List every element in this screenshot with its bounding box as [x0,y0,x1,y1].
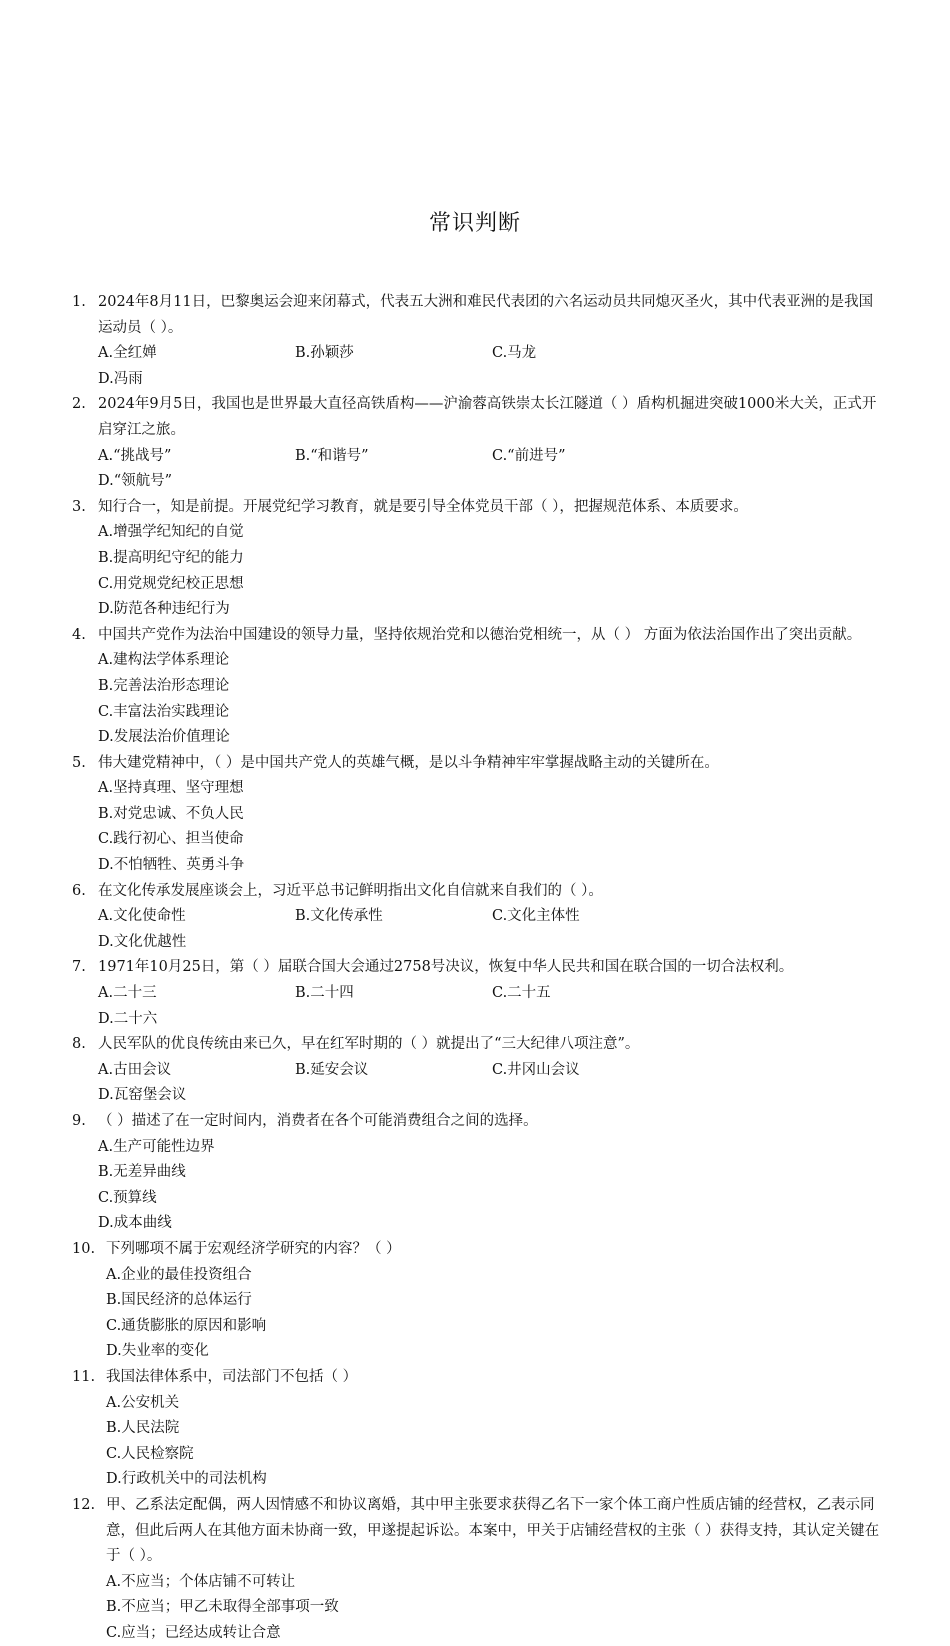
question-8 [72,1032,882,1109]
option-b: B.孙颖莎 [295,345,354,362]
question-9 [72,1109,882,1237]
option-c: C.丰富法治实践理论 [98,703,230,720]
question-6 [72,879,882,956]
option-c: C.二十五 [492,985,551,1002]
question-number: 1. [72,294,86,310]
option-a: A.不应当；个体店铺不可转让 [106,1573,296,1590]
option-c: C.井冈山会议 [492,1061,580,1078]
page-title: 常识判断 [428,211,521,236]
option-c: C.预算线 [98,1189,157,1206]
option-d: D.行政机关中的司法机构 [106,1471,267,1488]
question-3 [72,495,882,623]
question-stem: 甲、乙系法定配偶，两人因情感不和协议离婚，其中甲主张要求获得乙名下一家个体工商户性质店铺的经营权，乙表示同意，但此后两人在其他方面未协商一致，甲遂提起诉讼。本案中，甲关于店铺经营权的主张（ ）获得支持，其认定关键在于（ ）。 [106,1496,880,1565]
question-stem: 在文化传承发展座谈会上，习近平总书记鲜明指出文化自信就来自我们的（ ）。 [98,882,603,899]
option-a: A.文化使命性 [98,908,186,925]
question-number: 4. [72,626,86,643]
question-11 [72,1365,882,1493]
option-a: A.公安机关 [106,1394,180,1411]
question-number: 11. [72,1368,96,1385]
question-number: 6. [72,882,86,899]
question-10 [72,1237,882,1365]
option-c: C.用党规党纪校正思想 [98,575,244,592]
question-stem: 人民军队的优良传统由来已久，早在红军时期的（ ）就提出了“三大纪律八项注意”。 [98,1036,640,1053]
option-b: B.文化传承性 [295,908,383,925]
question-list [72,290,882,1646]
question-number: 3. [72,498,86,515]
option-a: A.古田会议 [98,1061,172,1078]
option-b: B.提高明纪守纪的能力 [98,549,244,566]
option-a: A.全红婵 [98,345,157,362]
question-stem: （ ）描述了在一定时间内，消费者在各个可能消费组合之间的选择。 [98,1113,538,1129]
option-d: D.“领航号” [98,473,173,490]
option-a: A.增强学纪知纪的自觉 [98,524,244,541]
option-c: C.通货膨胀的原因和影响 [106,1317,267,1334]
question-4 [72,623,882,751]
option-c: C.践行初心、担当使命 [98,831,244,848]
question-12 [72,1493,882,1646]
option-b: B.二十四 [295,985,354,1002]
option-b: B.不应当；甲乙未取得全部事项一致 [106,1599,339,1616]
option-b: B.国民经济的总体运行 [106,1292,252,1309]
option-d: D.防范各种违纪行为 [98,601,230,618]
question-stem: 2024年9月5日，我国也是世界最大直径高铁盾构——沪渝蓉高铁崇太长江隧道（ ）盾构机掘进突破1000米大关，正式开启穿江之旅。 [98,396,877,438]
question-number: 10. [72,1240,96,1257]
option-b: B.“和谐号” [295,447,369,464]
question-stem: 知行合一，知是前提。开展党纪学习教育，就是要引导全体党员干部（ ），把握规范体系、本质要求。 [98,498,748,515]
option-a: A.生产可能性边界 [98,1138,215,1155]
question-number: 9. [72,1113,86,1129]
option-a: A.“挑战号” [98,447,172,464]
option-d: D.不怕牺牲、英勇斗争 [98,857,245,874]
option-c: C.应当；已经达成转让合意 [106,1624,281,1641]
question-5 [72,751,882,879]
question-number: 12. [72,1496,96,1513]
question-number: 5. [72,754,86,771]
option-c: C.文化主体性 [492,908,580,925]
question-number: 7. [72,959,86,976]
question-number: 2. [72,396,86,413]
option-b: B.人民法院 [106,1420,180,1437]
option-b: B.延安会议 [295,1061,369,1078]
option-a: A.企业的最佳投资组合 [106,1266,252,1283]
option-d: D.瓦窑堡会议 [98,1087,187,1104]
question-stem: 下列哪项不属于宏观经济学研究的内容？（ ） [106,1240,401,1257]
option-c: C.马龙 [492,345,537,362]
question-stem: 我国法律体系中，司法部门不包括（ ） [106,1368,358,1385]
option-d: D.二十六 [98,1010,158,1027]
question-stem: 伟大建党精神中，（ ）是中国共产党人的英雄气概，是以斗争精神牢牢掌握战略主动的关键所在。 [98,754,719,771]
option-a: A.二十三 [98,985,157,1002]
question-stem: 中国共产党作为法治中国建设的领导力量，坚持依规治党和以德治党相统一，从（ ） 方面为依法治国作出了突出贡献。 [98,626,862,643]
option-d: D.成本曲线 [98,1215,172,1232]
option-d: D.冯雨 [98,370,143,387]
option-b: B.对党忠诚、不负人民 [98,805,244,822]
option-a: A.坚持真理、坚守理想 [98,780,244,797]
option-d: D.文化优越性 [98,933,187,950]
option-b: B.无差异曲线 [98,1164,186,1181]
question-stem: 2024年8月11日，巴黎奥运会迎来闭幕式，代表五大洲和难民代表团的六名运动员共同熄灭圣火，其中代表亚洲的是我国运动员（ ）。 [98,294,874,336]
option-c: C.“前进号” [492,447,566,464]
question-2 [72,392,882,494]
question-number: 8. [72,1036,86,1053]
question-1 [72,290,882,392]
question-stem: 1971年10月25日，第（ ）届联合国大会通过2758号决议，恢复中华人民共和国在联合国的一切合法权利。 [98,959,794,976]
question-7 [72,955,882,1032]
option-d: D.失业率的变化 [106,1343,209,1360]
option-b: B.完善法治形态理论 [98,677,230,694]
option-a: A.建构法学体系理论 [98,652,230,669]
option-d: D.发展法治价值理论 [98,729,230,746]
option-c: C.人民检察院 [106,1445,194,1462]
